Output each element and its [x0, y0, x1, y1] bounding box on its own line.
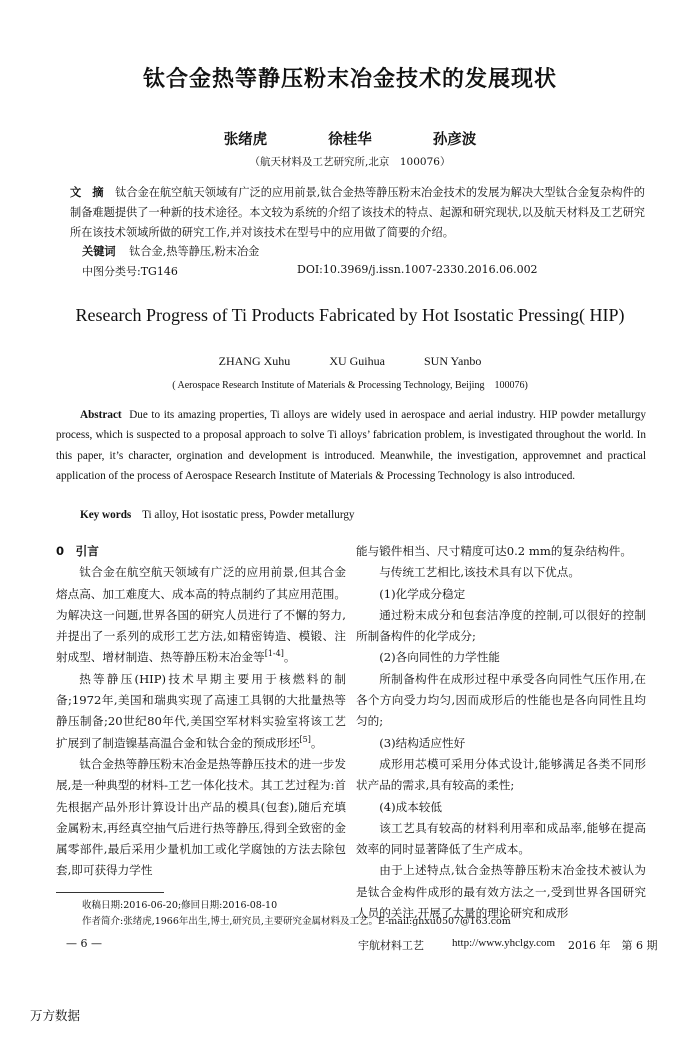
author-name: 张绪虎 — [223, 131, 268, 148]
author-name: 孙彦波 — [432, 131, 477, 148]
body-paragraph: 由于上述特点,钛合金热等静压粉末冶金技术被认为是钛合金构件成形的最有效方法之一,受到世界各国研究人员的关注,开展了大量的理论研究和成形 — [356, 863, 646, 921]
list-heading: (1)化学成分稳定 — [379, 586, 466, 601]
page-number: — 6 — — [66, 937, 102, 950]
list-heading: (2)各向同性的力学性能 — [379, 650, 500, 665]
list-heading: (4)成本较低 — [379, 799, 442, 814]
body-right-column — [356, 541, 646, 924]
watermark: 万方数据 — [30, 1008, 81, 1023]
citation: [5] — [299, 734, 311, 744]
author-name: XU Guihua — [329, 354, 385, 368]
body-paragraph: 成形用芯模可采用分体式设计,能够满足各类不同形状产品的需求,具有较高的柔性; — [356, 756, 646, 793]
english-keywords-text: Ti alloy, Hot isostatic press, Powder metallurgy — [142, 509, 355, 521]
body-paragraph — [56, 562, 346, 668]
body-paragraph: 所制备构件在成形过程中承受各向同性气压作用,在各个方向受力均匀,因而成形后的性能也是各向同性且均匀的; — [356, 671, 646, 729]
english-abstract-label: Abstract — [80, 409, 122, 421]
issue-info: 2016 年 第 6 期 — [568, 939, 658, 952]
footnote-author-bio: 作者简介:张绪虎,1966年出生,博士,研究员,主要研究金属材料及工艺。E-mail:ghxu0507@163.com — [82, 916, 511, 927]
chinese-authors — [0, 128, 700, 149]
clc-number: 中图分类号:TG146 — [82, 265, 178, 278]
chinese-title: 钛合金热等静压粉末冶金技术的发展现状 — [142, 67, 557, 92]
doi: DOI:10.3969/j.issn.1007-2330.2016.06.002 — [297, 263, 538, 276]
body-text: 热等静压(HIP)技术早期主要用于核燃料的制备;1972年,美国和瑞典实现了高速工具钢的大批量热等静压制备;20世纪80年代,美国空军材料实验室将该工艺扩展到了制造镍基高温合金和钛合金的预成形坯 — [56, 671, 346, 750]
body-paragraph: 钛合金热等静压粉末冶金是热等静压技术的进一步发展,是一种典型的材料-工艺一体化技术。其工艺过程为:首先根据产品外形计算设计出产品的模具(包套),随后充填金属粉末,再经真空抽气后进行热等静压,得到全致密的金属零部件,最后采用少量机加工或化学腐蚀的方法去除包套,即可获得力学性 — [56, 756, 346, 878]
chinese-abstract-text: 钛合金在航空航天领域有广泛的应用前景,钛合金热等静压粉末冶金技术的发展为解决大型钛合金复杂构件的制备难题提供了一种新的技术途径。本文较为系统的介绍了该技术的特点、起源和研究现状,以及航天材料及工艺研究所在该技术领域所做的研究工作,并对该技术在型号中的应用做了简要的介绍。 — [70, 186, 645, 239]
body-left-column — [56, 541, 346, 882]
author-name: 徐桂华 — [328, 131, 372, 148]
chinese-affiliation: （航天材料及工艺研究所,北京 100076） — [249, 156, 451, 168]
english-title: Research Progress of Ti Products Fabricated by Hot Isostatic Pressing( HIP) — [75, 305, 625, 325]
chinese-keywords-label: 关键词 — [82, 245, 116, 258]
journal-name: 宇航材料工艺 — [358, 939, 424, 952]
chinese-abstract-label: 文 摘 — [70, 186, 104, 199]
author-name: ZHANG Xuhu — [218, 354, 291, 368]
english-abstract — [56, 405, 646, 486]
body-text: 。 — [283, 650, 296, 665]
author-name: SUN Yanbo — [423, 354, 482, 368]
chinese-keywords-text: 钛合金,热等静压,粉末冶金 — [129, 245, 260, 258]
footnote-received: 收稿日期:2016-06-20;修回日期:2016-08-10 — [82, 900, 278, 911]
body-paragraph: 与传统工艺相比,该技术具有以下优点。 — [379, 565, 580, 580]
citation: [1-4] — [264, 649, 284, 659]
body-paragraph: 能与锻件相当、尺寸精度可达0.2 mm的复杂结构件。 — [356, 544, 632, 558]
body-paragraph: 通过粉末成分和包套洁净度的控制,可以很好的控制所制备构件的化学成分; — [356, 607, 646, 644]
journal-url: http://www.yhclgy.com — [452, 937, 556, 949]
english-abstract-text: Due to its amazing properties, Ti alloys are widely used in aerospace and aerial industry. HIP powder metallurgy process, which is suspected to a proposal approach to solve Ti alloys’ fabrication problem, is investigated throughout the world. In this paper, it’s character, orgination and development is introduced. Meanwhile, the investigation, approvemnet and practical application of the process of Aerospace Research Institute of Materials & Processing Technology is also introduced. — [56, 409, 646, 482]
english-affiliation: ( Aerospace Research Institute of Materials & Processing Technology, Beijing 100076) — [172, 380, 528, 391]
body-paragraph: 该工艺具有较高的材料利用率和成品率,能够在提高效率的同时显著降低了生产成本。 — [356, 820, 646, 857]
section-heading: 0 引言 — [56, 544, 99, 558]
english-authors — [0, 354, 700, 369]
body-paragraph — [56, 669, 346, 754]
body-text: 。 — [310, 735, 323, 750]
chinese-abstract — [70, 183, 645, 243]
list-heading: (3)结构适应性好 — [379, 735, 466, 750]
chinese-keywords — [82, 243, 259, 259]
body-text: 钛合金在航空航天领域有广泛的应用前景,但其合金熔点高、加工难度大、成本高的特点制约了其应用范围。为解决这一问题,世界各国的研究人员进行了不懈的努力,并提出了一系列的成形工艺方法,如精密铸造、模锻、注射成型、增材制造、热等静压粉末冶金等 — [56, 565, 346, 665]
english-keywords-label: Key words — [80, 509, 132, 521]
footnote-divider — [56, 892, 164, 893]
english-keywords — [80, 509, 355, 521]
